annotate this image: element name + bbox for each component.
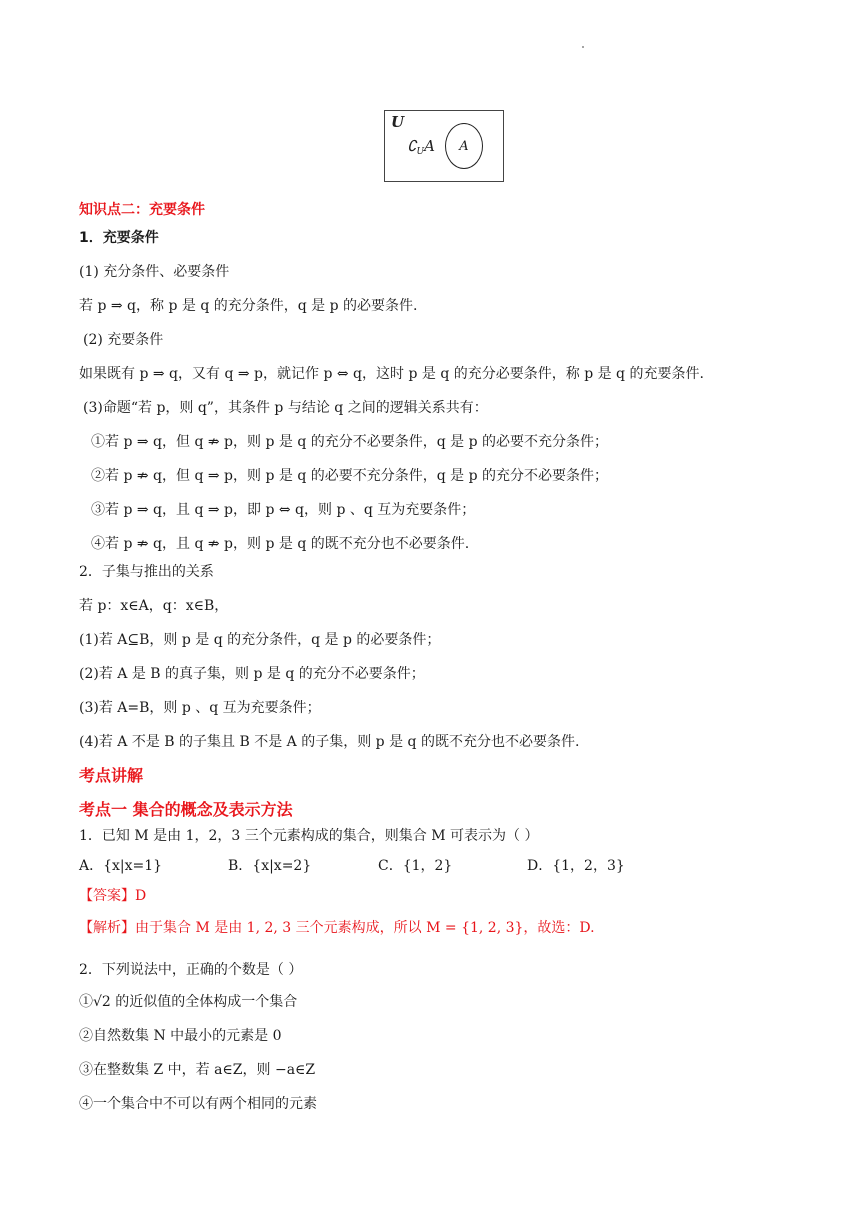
set-a-circle: A bbox=[445, 123, 483, 169]
exam-heading: 考点讲解 bbox=[79, 766, 144, 785]
section-heading: 知识点二：充要条件 bbox=[79, 202, 205, 218]
subset-case-2: (2)若 A 是 B 的真子集，则 p 是 q 的充分不必要条件； bbox=[79, 666, 425, 682]
q2-item-3: ③在整数集 Z 中，若 a∈Z，则 −a∈Z bbox=[79, 1062, 316, 1078]
p1-title: (1) 充分条件、必要条件 bbox=[79, 264, 230, 280]
item1-title: 1．充要条件 bbox=[79, 230, 159, 246]
case-2: ②若 p ⇏ q，但 q ⇒ p，则 p 是 q 的必要不充分条件，q 是 p 的充分不必要条件； bbox=[91, 468, 609, 484]
item2-title: 2．子集与推出的关系 bbox=[79, 564, 214, 580]
p2-title: (2) 充要条件 bbox=[83, 332, 164, 348]
item2-intro: 若 p：x∈A，q：x∈B， bbox=[79, 598, 229, 614]
q2-item-2: ②自然数集 N 中最小的元素是 0 bbox=[79, 1028, 282, 1044]
q2-item-1: ①√2 的近似值的全体构成一个集合 bbox=[79, 994, 298, 1010]
subset-case-1: (1)若 A⊆B，则 p 是 q 的充分条件，q 是 p 的必要条件； bbox=[79, 632, 441, 648]
q1-option-a: A．{x|x=1} bbox=[79, 858, 163, 874]
case-4: ④若 p ⇏ q，且 q ⇏ p，则 p 是 q 的既不充分也不必要条件. bbox=[91, 536, 470, 552]
universe-label: U bbox=[391, 113, 405, 131]
subset-case-4: (4)若 A 不是 B 的子集且 B 不是 A 的子集，则 p 是 q 的既不充分也不必要条件. bbox=[79, 734, 580, 750]
complement-label: $∁_UA$ bbox=[407, 137, 435, 157]
case-3: ③若 p ⇒ q，且 q ⇒ p，即 p ⇔ q，则 p 、q 互为充要条件； bbox=[91, 502, 476, 518]
q1-option-d: D．{1，2，3} bbox=[527, 858, 625, 874]
q1-answer: 【答案】D bbox=[79, 888, 147, 904]
case-1: ①若 p ⇒ q，但 q ⇏ p，则 p 是 q 的充分不必要条件，q 是 p 的必要不充分条件； bbox=[91, 434, 609, 450]
subset-case-3: (3)若 A=B，则 p 、q 互为充要条件； bbox=[79, 700, 321, 716]
q1-option-c: C．{1，2} bbox=[378, 858, 453, 874]
q2-item-4: ④一个集合中不可以有两个相同的元素 bbox=[79, 1096, 317, 1112]
q1-analysis: 【解析】由于集合 M 是由 1, 2, 3 三个元素构成，所以 M = {1, 2, 3}，故选：D. bbox=[79, 920, 595, 936]
topic-heading: 考点一 集合的概念及表示方法 bbox=[79, 800, 293, 819]
question-1-stem: 1．已知 M 是由 1，2，3 三个元素构成的集合，则集合 M 可表示为（ ） bbox=[79, 828, 539, 844]
question-2-stem: 2．下列说法中，正确的个数是（ ） bbox=[79, 962, 303, 978]
venn-diagram bbox=[384, 110, 504, 182]
p3-title: (3)命题“若 p，则 q”，其条件 p 与结论 q 之间的逻辑关系共有： bbox=[83, 400, 488, 416]
q1-option-b: B．{x|x=2} bbox=[228, 858, 312, 874]
p2-text: 如果既有 p ⇒ q，又有 q ⇒ p，就记作 p ⇔ q，这时 p 是 q 的充分必要条件，称 p 是 q 的充要条件. bbox=[79, 366, 704, 382]
p1-text: 若 p ⇒ q，称 p 是 q 的充分条件，q 是 p 的必要条件. bbox=[79, 298, 418, 314]
page-dot bbox=[582, 46, 584, 48]
